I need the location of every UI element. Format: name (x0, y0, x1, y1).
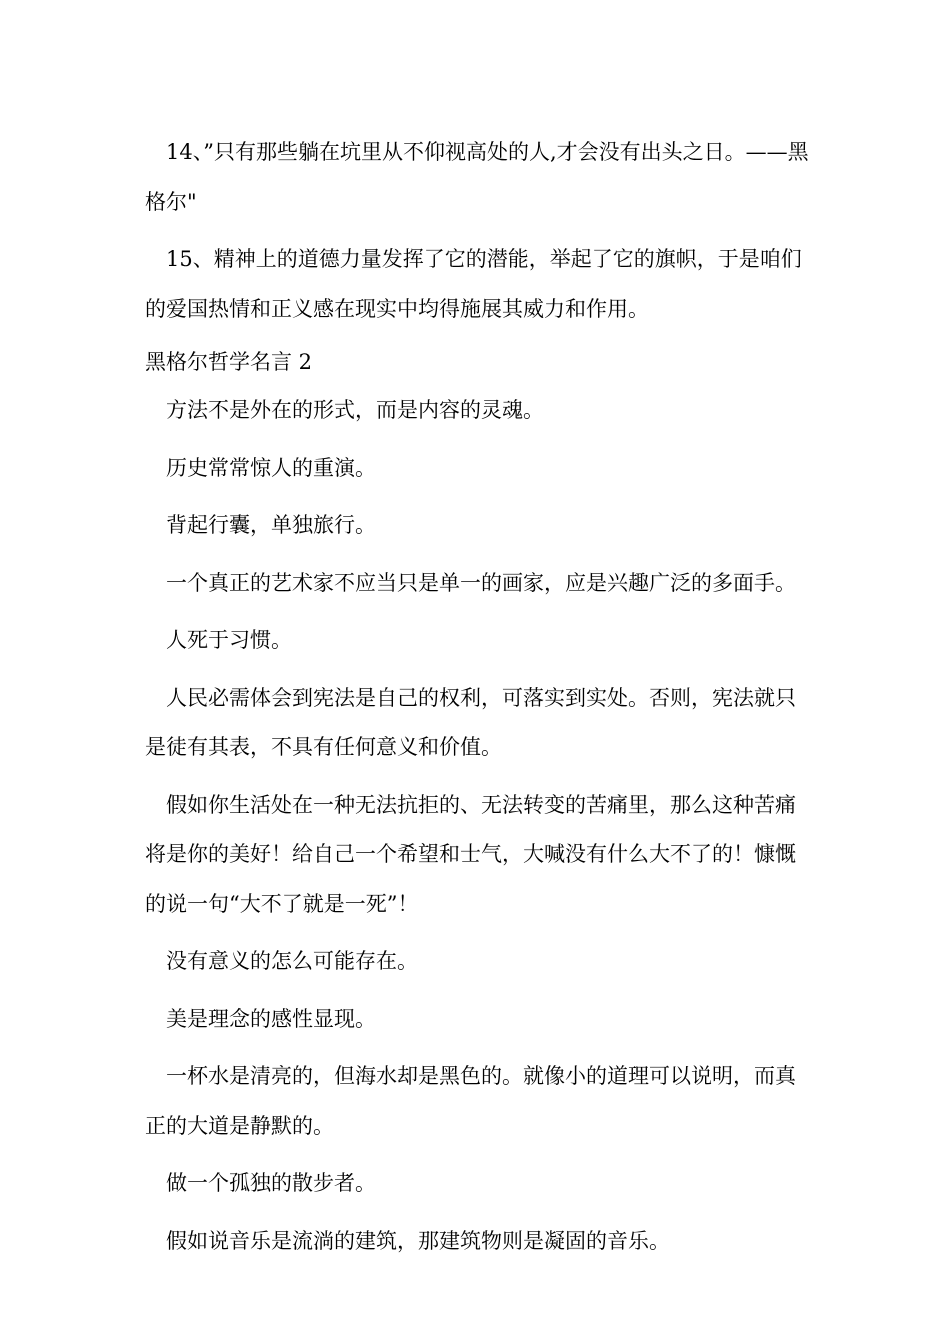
quote-paragraph-15: 15、精神上的道德力量发挥了它的潜能，举起了它的旗帜，于是咱们的爱国热情和正义感在现实中均得施展其威力和作用。 (145, 247, 802, 321)
quote-line: 没有意义的怎么可能存在。 (166, 949, 418, 973)
quote-line: 美是理念的感性显现。 (166, 1006, 376, 1031)
document-body (145, 128, 810, 1274)
quote-line: 人民必需体会到宪法是自己的权利，可落实到实处。否则，宪法就只是徒有其表，不具有任何意义和价值。 (145, 685, 796, 759)
section-heading: 黑格尔哲学名言 2 (145, 350, 313, 374)
quote-line: 历史常常惊人的重演。 (166, 455, 376, 480)
quote-paragraph-14: 14、”只有那些躺在坑里从不仰视高处的人,才会没有出头之日。——黑格尔" (145, 140, 809, 214)
quote-line: 做一个孤独的散步者。 (166, 1171, 376, 1195)
quote-line: 人死于习惯。 (166, 628, 292, 652)
quote-line: 假如你生活处在一种无法抗拒的、无法转变的苦痛里，那么这种苦痛将是你的美好！给自己一个希望和士气，大喊没有什么大不了的！慷慨的说一句“大不了就是一死”！ (145, 792, 796, 916)
quote-line: 背起行囊，单独旅行。 (166, 513, 376, 537)
quote-line: 一个真正的艺术家不应当只是单一的画家，应是兴趣广泛的多面手。 (166, 570, 796, 595)
quote-line: 方法不是外在的形式，而是内容的灵魂。 (166, 398, 544, 422)
quote-line: 一杯水是清亮的，但海水却是黑色的。就像小的道理可以说明，而真正的大道是静默的。 (145, 1064, 796, 1138)
quote-line: 假如说音乐是流淌的建筑，那建筑物则是凝固的音乐。 (166, 1228, 670, 1253)
